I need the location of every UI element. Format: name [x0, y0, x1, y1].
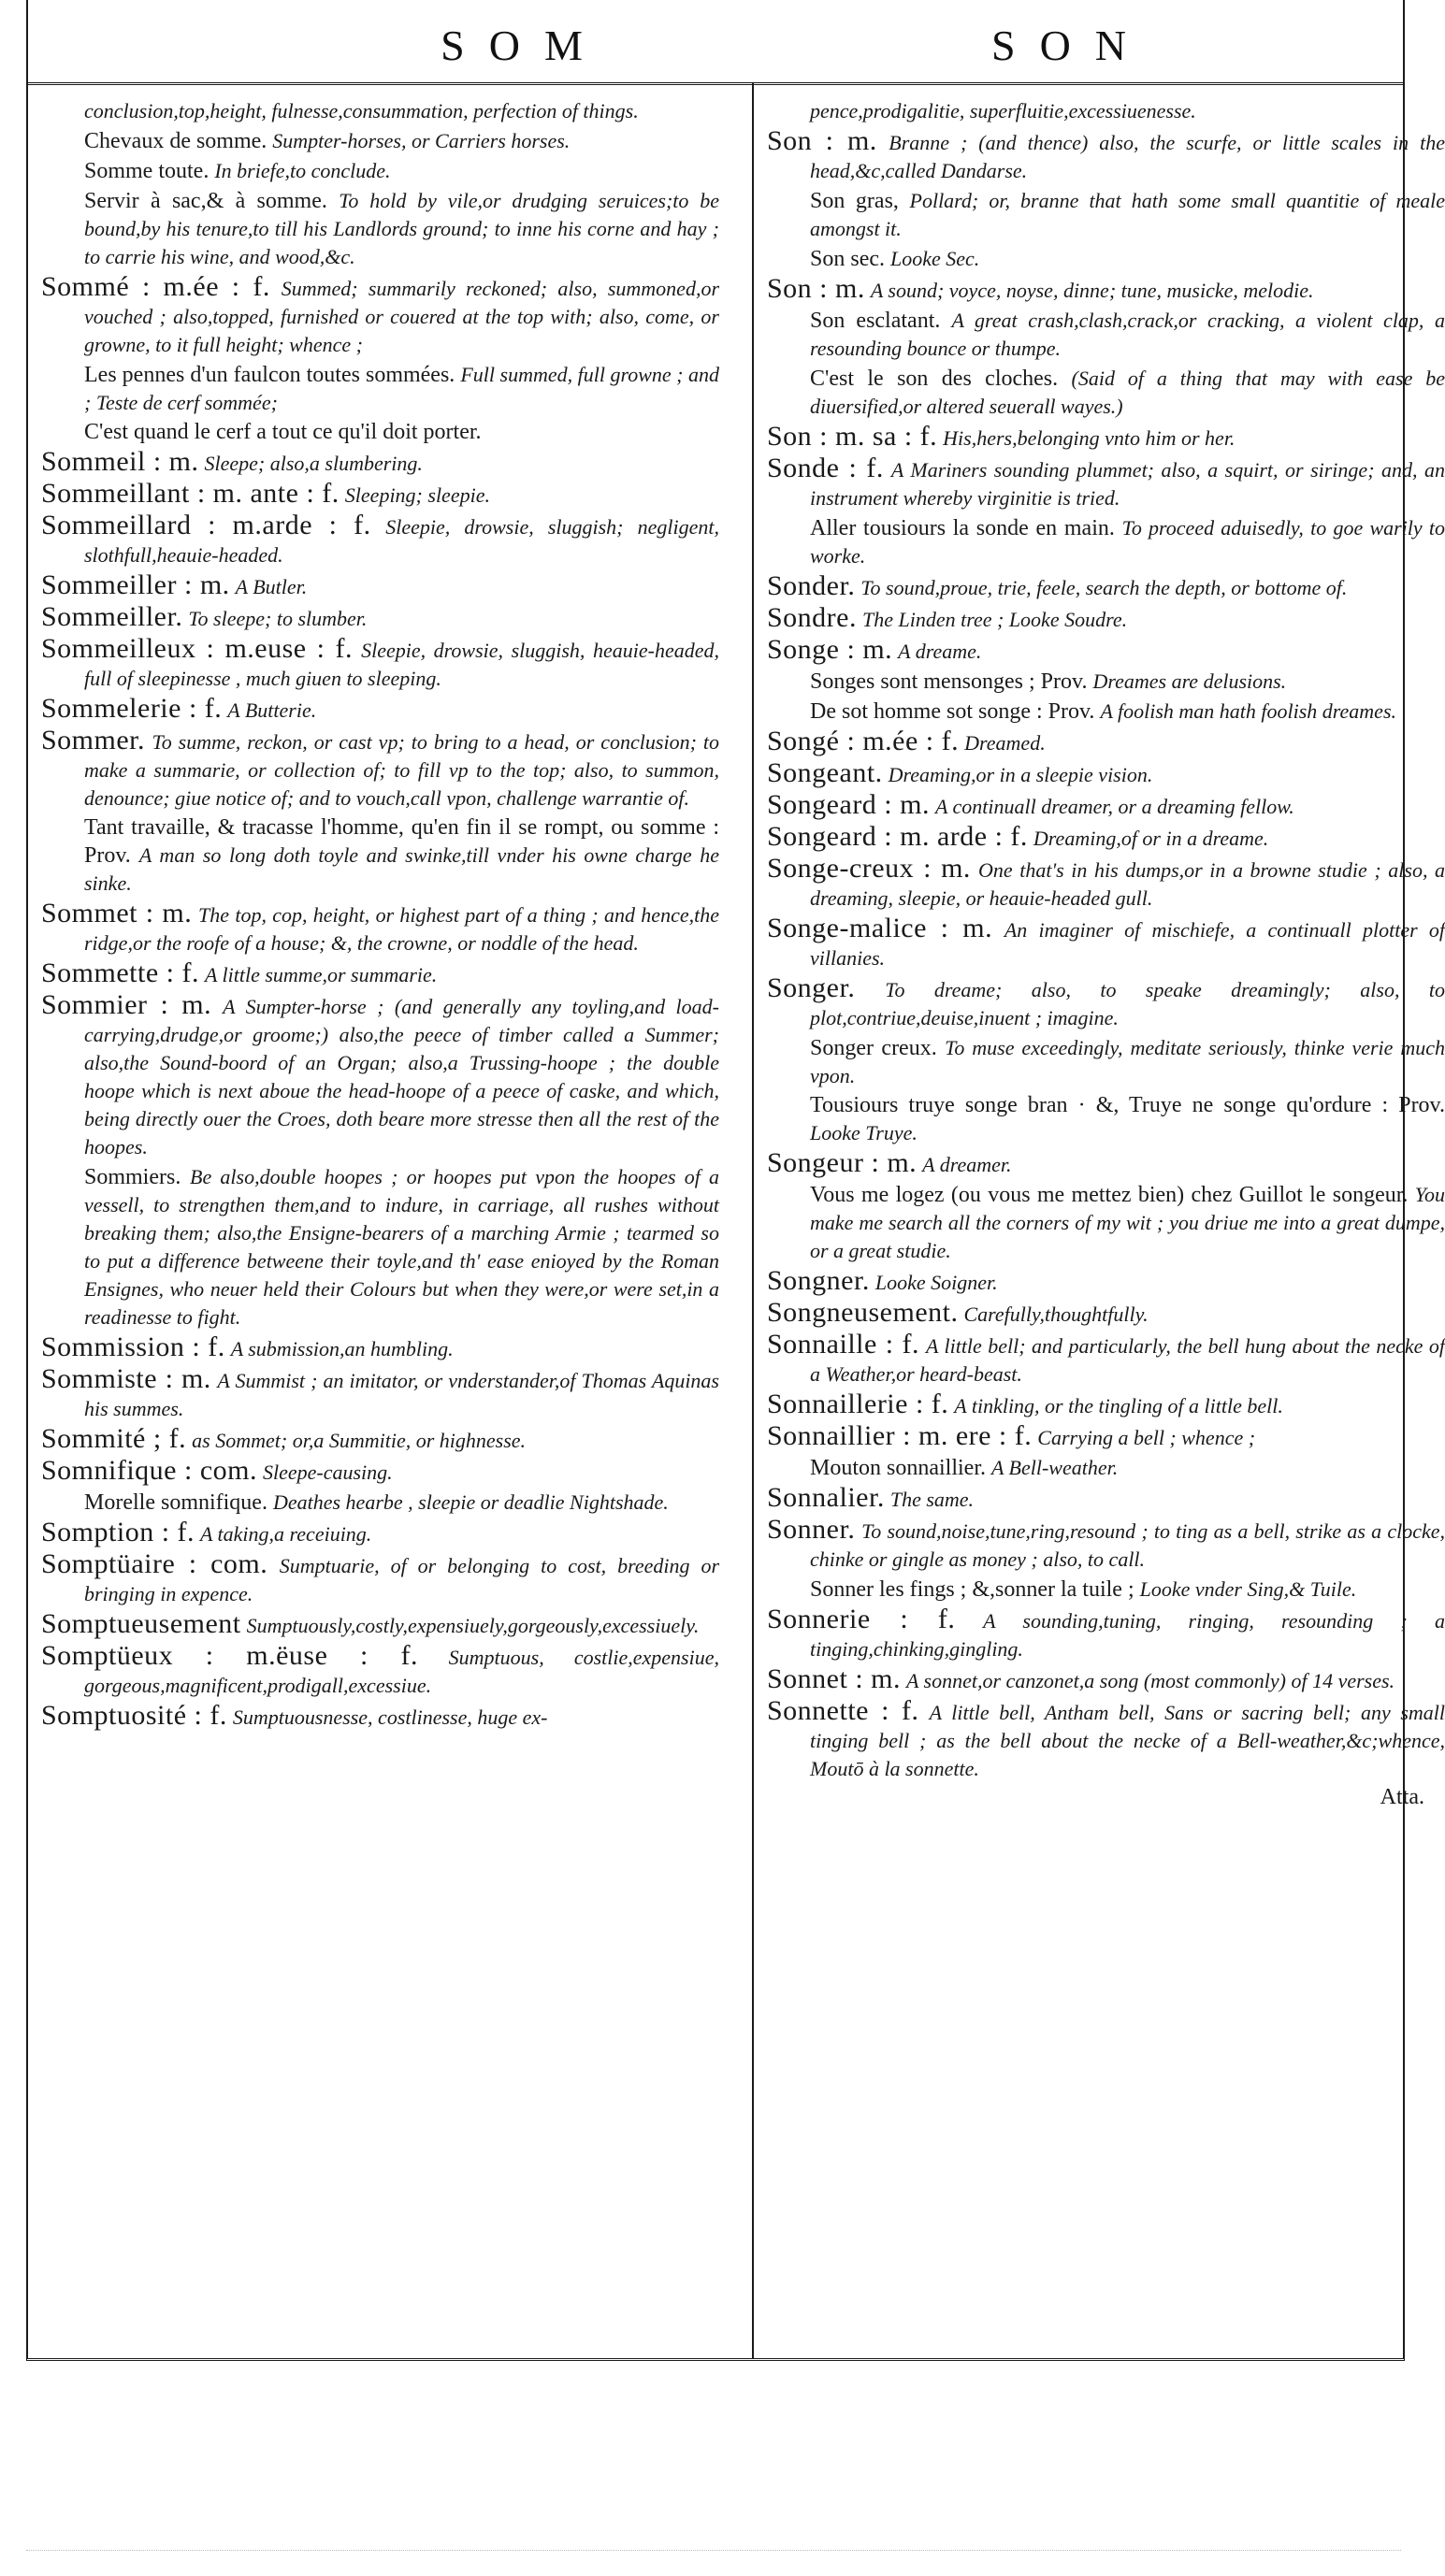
- dictionary-entry: [767, 514, 1445, 570]
- headword: Sonder.: [767, 570, 856, 601]
- gloss: Looke Truye.: [810, 1121, 918, 1144]
- headword: Sommé : m.ée : f.: [41, 271, 270, 302]
- running-header: [28, 17, 1403, 85]
- gloss: Sleepie, drowsie, sluggish; negligent, slothfull,heauie-headed.: [84, 515, 719, 567]
- dictionary-entry: [41, 1163, 719, 1331]
- headword: Sonner les fings ; &,sonner la tuile ;: [810, 1577, 1134, 1602]
- gloss: One that's in his dumps,or in a browne studie ; also, a dreaming, sleepie, or heauie-headed gull.: [810, 858, 1445, 910]
- dictionary-entry: [767, 1484, 1445, 1514]
- gloss: A little summe,or summarie.: [204, 963, 438, 986]
- dictionary-entry: [767, 1299, 1445, 1329]
- headword: Son sec.: [810, 247, 885, 271]
- headword: Chevaux de somme.: [84, 129, 267, 153]
- dictionary-entry: [41, 1610, 719, 1640]
- dictionary-entry: [767, 127, 1445, 185]
- gloss: conclusion,top,height, fulnesse,consummation, perfection of things.: [84, 99, 639, 122]
- headword: Sommission : f.: [41, 1331, 225, 1362]
- headword: Servir à sac,& à somme.: [84, 189, 327, 213]
- dictionary-entry: [767, 572, 1445, 602]
- dictionary-entry: [41, 1489, 719, 1517]
- headword: Sommeillard : m.arde : f.: [41, 510, 371, 540]
- headword: Son : m. sa : f.: [767, 421, 938, 452]
- dictionary-entry: [767, 307, 1445, 363]
- gloss: Be also,double hoopes ; or hoopes put vpon the hoopes of a vessell, to strengthen them,and to indure, in carriage, all rushes without breaking them; also,the Ensigne-bearers of a marching Armie ; tearmed so to put a difference betweene their toyle,and th' ease enioyed by the Roman Ensignes, who neuer held their Colours but when they were,or were set,in a readinesse to fight.: [84, 1165, 719, 1329]
- gloss: A foolish man hath foolish dreames.: [1100, 699, 1396, 723]
- headword: Sommiste : m.: [41, 1363, 211, 1394]
- headword: Songe-creux : m.: [767, 853, 971, 884]
- gloss: Carefully,thoughtfully.: [963, 1302, 1149, 1326]
- bottom-rule: [26, 2550, 1401, 2560]
- dictionary-entry: [41, 959, 719, 989]
- dictionary-entry: [41, 361, 719, 417]
- headword: Sommier : m.: [41, 989, 212, 1020]
- dictionary-entry: [41, 727, 719, 813]
- gloss: Looke Soigner.: [874, 1271, 998, 1294]
- headword: Somptuosité : f.: [41, 1700, 227, 1731]
- headword: Songneusement.: [767, 1297, 959, 1328]
- dictionary-entry: [41, 419, 719, 446]
- dictionary-entry: [41, 1425, 719, 1455]
- gloss: To muse exceedingly, meditate seriously, thinke verie much vpon.: [810, 1036, 1445, 1087]
- gloss: A Butler.: [235, 575, 308, 598]
- gloss: Sleeping; sleepie.: [344, 483, 490, 507]
- headword: Sommet : m.: [41, 898, 193, 928]
- dictionary-entry: [767, 668, 1445, 696]
- headword: Sonnaille : f.: [767, 1329, 920, 1360]
- dictionary-entry: [767, 1516, 1445, 1574]
- headword: Sommité ; f.: [41, 1423, 187, 1454]
- gloss: To sound,noise,tune,ring,resound ; to ting as a bell, strike as a clocke, chinke or gingle as money ; also, to call.: [810, 1519, 1445, 1571]
- dictionary-page: [26, 0, 1445, 2361]
- gloss: A little bell; and particularly, the bell hung about the necke of a Weather,or heard-beast.: [810, 1334, 1445, 1386]
- headword: Morelle somnifique.: [84, 1490, 267, 1515]
- gloss: A Summist ; an imitator, or vnderstander,of Thomas Aquinas his summes.: [84, 1369, 719, 1420]
- gloss: A Sumpter-horse ; (and generally any toyling,and load-carrying,drudge,or groome;) also,the peece of timber called a Summer; also,the Sound-boord of an Organ; also,a Trussing-hoope ; the double hoope which is next aboue the head-hoope of a peece of caske, and which, being directly ouer the Croes, doth beare more stresse then all the rest of the hoopes.: [84, 995, 719, 1158]
- dictionary-entry: [41, 991, 719, 1161]
- gloss: pence,prodigalitie, superfluitie,excessiuenesse.: [810, 99, 1196, 122]
- headword: Tant travaille, & tracasse l'homme, qu'en fin il se rompt, ou somme : Prov.: [84, 815, 719, 868]
- dictionary-entry: [767, 187, 1445, 243]
- gloss: Dreamed.: [964, 731, 1046, 755]
- dictionary-entry: [41, 1550, 719, 1608]
- gloss: To sound,proue, trie, feele, search the depth, or bottome of.: [860, 576, 1348, 599]
- headword: Somptüeux : m.ëuse : f.: [41, 1640, 418, 1671]
- gloss: A Bell-weather.: [991, 1456, 1119, 1479]
- dictionary-entry: [41, 1333, 719, 1363]
- gloss: Sumptuous, costlie,expensiue, gorgeous,magnificent,prodigall,excessiue.: [84, 1646, 719, 1697]
- gloss: (Said of a thing that may with ease be diuersified,or altered seuerall wayes.): [810, 367, 1445, 418]
- headword: Songe-malice : m.: [767, 913, 993, 943]
- dictionary-entry: [767, 1267, 1445, 1297]
- headword: Songner.: [767, 1265, 870, 1296]
- dictionary-entry: [41, 127, 719, 155]
- gloss: Pollard; or, branne that hath some small quantitie of meale amongst it.: [810, 189, 1445, 240]
- dictionary-entry: [41, 814, 719, 898]
- gloss: In briefe,to conclude.: [214, 159, 391, 182]
- gloss: A dreamer.: [922, 1153, 1012, 1176]
- dictionary-entry: [767, 1331, 1445, 1389]
- dictionary-entry: [41, 1702, 719, 1732]
- gloss: A great crash,clash,crack,or cracking, a violent clap, a resounding bounce or thumpe.: [810, 309, 1445, 360]
- gloss: His,hers,belonging vnto him or her.: [943, 426, 1235, 450]
- gloss: A Mariners sounding plummet; also, a squirt, or siringe; and, an instrument whereby virginitie is tried.: [810, 458, 1445, 510]
- gloss: Carrying a bell ; whence ;: [1037, 1426, 1256, 1449]
- gloss: Sumptuarie, of or belonging to cost, breeding or bringing in expence.: [84, 1554, 720, 1605]
- dictionary-entry: [767, 636, 1445, 666]
- gloss: as Sommet; or,a Summitie, or highnesse.: [192, 1429, 527, 1452]
- gloss: A taking,a receiuing.: [200, 1522, 372, 1546]
- headword: Songer creux.: [810, 1036, 937, 1060]
- gloss: Sleepe-causing.: [262, 1461, 393, 1484]
- headword: Sonnaillier : m. ere : f.: [767, 1420, 1033, 1451]
- headword: Sommeil : m.: [41, 446, 199, 477]
- dictionary-entry: [767, 1665, 1445, 1695]
- headword: Aller tousiours la sonde en main.: [810, 516, 1115, 540]
- dictionary-entry: [767, 365, 1445, 421]
- headword: Somption : f.: [41, 1517, 195, 1547]
- gloss: Dreaming,of or in a dreame.: [1033, 827, 1269, 850]
- headword: Songeur : m.: [767, 1147, 918, 1178]
- headword: Son esclatant.: [810, 309, 941, 333]
- dictionary-entry: [767, 1605, 1445, 1663]
- dictionary-entry: [41, 511, 719, 569]
- headword: Sonde : f.: [767, 453, 884, 483]
- gloss: The top, cop, height, or highest part of a thing ; and hence,the ridge,or the roofe of a house; &, the crowne, or noddle of the head.: [84, 903, 719, 955]
- headword: Sonnerie : f.: [767, 1604, 956, 1634]
- gloss: Sumptuousnesse, costlinesse, huge ex-: [232, 1705, 548, 1729]
- headword: C'est le son des cloches.: [810, 367, 1059, 391]
- gloss: Sleepie, drowsie, sluggish, heauie-headed, full of sleepinesse , much giuen to sleeping.: [84, 639, 719, 690]
- headword: Sommelerie : f.: [41, 693, 223, 724]
- gloss: The Linden tree ; Looke Soudre.: [862, 608, 1128, 631]
- headword: Songe : m.: [767, 634, 893, 665]
- dictionary-entry: [41, 1457, 719, 1487]
- headword: Son gras,: [810, 189, 899, 213]
- gloss: To summe, reckon, or cast vp; to bring to a head, or conclusion; to make a summarie, or collection of; to fill vp to the top; also, to summon, denounce; giue notice of; and to vouch,call vpon, challenge warrantie of.: [84, 730, 719, 810]
- gloss: A little bell, Antham bell, Sans or sacring bell; any small tinging bell ; as the bell about the necke of a Bell-weather,&c;whence, Moutō à la sonnette.: [810, 1701, 1445, 1780]
- dictionary-entry: [767, 97, 1445, 125]
- gloss: Full summed, full growne ; and ; Teste de cerf sommée;: [84, 363, 720, 414]
- headword: C'est quand le cerf a tout ce qu'il doit porter.: [84, 420, 482, 444]
- left-column: [41, 97, 719, 1734]
- headword: Tousiours truye songe bran · &, Truye ne songe qu'ordure : Prov.: [810, 1093, 1445, 1117]
- dictionary-entry: [41, 603, 719, 633]
- headword: Sommeiller : m.: [41, 569, 230, 600]
- headword: Sommiers.: [84, 1165, 181, 1189]
- dictionary-entry: [767, 1181, 1445, 1265]
- headword: Sommeiller.: [41, 601, 183, 632]
- right-column-entries: [767, 97, 1445, 1783]
- gloss: To sleepe; to slumber.: [188, 607, 368, 630]
- headword: Mouton sonnaillier.: [810, 1456, 986, 1480]
- gloss: Branne ; (and thence) also, the scurfe, or little scales in the head,&c,called Dandarse.: [810, 131, 1445, 182]
- headword: Sondre.: [767, 602, 857, 633]
- gloss: Looke Sec.: [890, 247, 980, 270]
- headword: Sommeillant : m. ante : f.: [41, 478, 340, 509]
- gloss: Summed; summarily reckoned; also, summoned,or vouched ; also,topped, furnished or couered at the top with; also, come, or growne, to it full height; whence ;: [84, 277, 720, 356]
- headword: Sonnaillerie : f.: [767, 1389, 949, 1419]
- gloss: A sonnet,or canzonet,a song (most commonly) of 14 verses.: [906, 1669, 1395, 1692]
- dictionary-entry: [41, 97, 719, 125]
- headword: Sommer.: [41, 725, 146, 756]
- gloss: A sounding,tuning, ringing, resounding ; a tinging,chinking,gingling.: [810, 1609, 1445, 1661]
- gloss: Sumpter-horses, or Carriers horses.: [272, 129, 571, 152]
- headword: Somme toute.: [84, 159, 210, 183]
- headword: Somptüaire : com.: [41, 1548, 268, 1579]
- gloss: Dreaming,or in a sleepie vision.: [888, 763, 1153, 786]
- catchword: Atta.: [1380, 1785, 1424, 1809]
- gloss: A continuall dreamer, or a dreaming fellow.: [934, 795, 1294, 818]
- dictionary-entry: [767, 1697, 1445, 1783]
- dictionary-entry: [41, 635, 719, 693]
- gloss: A tinkling, or the tingling of a little bell.: [954, 1394, 1283, 1418]
- headword: Sommette : f.: [41, 957, 199, 988]
- dictionary-entry: [767, 727, 1445, 757]
- headword: Songeard : m. arde : f.: [767, 821, 1028, 852]
- dictionary-entry: [767, 1576, 1445, 1604]
- dictionary-entry: [41, 1518, 719, 1548]
- dictionary-entry: [41, 571, 719, 601]
- dictionary-entry: [767, 914, 1445, 972]
- gloss: Sleepe; also,a slumbering.: [204, 452, 423, 475]
- headword: De sot homme sot songe : Prov.: [810, 699, 1095, 724]
- headword: Sonnette : f.: [767, 1695, 919, 1726]
- gloss: Looke vnder Sing,& Tuile.: [1139, 1577, 1357, 1601]
- dictionary-entry: [767, 245, 1445, 273]
- gloss: A man so long doth toyle and swinke,till vnder his owne charge he sinke.: [84, 843, 720, 895]
- dictionary-entry: [767, 1034, 1445, 1090]
- header-right: SON: [990, 22, 1151, 69]
- headword: Sommeilleux : m.euse : f.: [41, 633, 354, 664]
- headword: Sonner.: [767, 1514, 856, 1545]
- dictionary-entry: [41, 448, 719, 478]
- gloss: Deathes hearbe , sleepie or deadlie Nightshade.: [272, 1490, 669, 1514]
- dictionary-entry: [767, 604, 1445, 634]
- headword: Sonnet : m.: [767, 1663, 902, 1694]
- column-divider: [752, 82, 754, 2358]
- dictionary-entry: [41, 273, 719, 359]
- dictionary-entry: [767, 855, 1445, 913]
- dictionary-entry: [767, 454, 1445, 512]
- headword: Songeard : m.: [767, 789, 930, 820]
- dictionary-entry: [767, 791, 1445, 821]
- gloss: A sound; voyce, noyse, dinne; tune, musicke, melodie.: [870, 279, 1314, 302]
- gloss: A dreame.: [898, 640, 982, 663]
- gloss: Dreames are delusions.: [1092, 669, 1287, 693]
- gloss: The same.: [889, 1488, 975, 1511]
- dictionary-entry: [41, 480, 719, 510]
- headword: Songes sont mensonges ; Prov.: [810, 669, 1088, 694]
- headword: Songeant.: [767, 757, 883, 788]
- headword: Sonnalier.: [767, 1482, 885, 1513]
- dictionary-entry: [767, 698, 1445, 726]
- dictionary-entry: [41, 187, 719, 271]
- headword: Songé : m.ée : f.: [767, 726, 960, 756]
- dictionary-entry: [767, 823, 1445, 853]
- headword: Vous me logez (ou vous me mettez bien) chez Guillot le songeur.: [810, 1183, 1409, 1207]
- dictionary-entry: [767, 1092, 1445, 1147]
- headword: Somptueusement: [41, 1608, 241, 1639]
- dictionary-entry: [767, 423, 1445, 453]
- dictionary-entry: [767, 759, 1445, 789]
- dictionary-entry: [41, 695, 719, 725]
- gloss: To hold by vile,or drudging seruices;to be bound,by his tenure,to till his Landlords ground; to inne his corne and hay ; to carrie his wine, and wood,&c.: [84, 189, 719, 268]
- headword: Son : m.: [767, 273, 865, 304]
- dictionary-entry: [767, 974, 1445, 1032]
- gloss: A Butterie.: [227, 698, 317, 722]
- dictionary-entry: [41, 1642, 719, 1700]
- dictionary-entry: [767, 1454, 1445, 1482]
- gloss: An imaginer of mischiefe, a continuall plotter of villanies.: [810, 918, 1445, 970]
- dictionary-entry: [767, 275, 1445, 305]
- gloss: Sumptuously,costly,expensiuely,gorgeously,excessiuely.: [246, 1614, 700, 1637]
- headword: Son : m.: [767, 125, 877, 156]
- gloss: A submission,an humbling.: [230, 1337, 454, 1360]
- dictionary-entry: [767, 1149, 1445, 1179]
- headword: Somnifique : com.: [41, 1455, 257, 1486]
- gloss: To dreame; also, to speake dreamingly; also, to plot,contriue,deuise,inuent ; imagine.: [810, 978, 1445, 1029]
- headword: Songer.: [767, 972, 856, 1003]
- dictionary-entry: [41, 157, 719, 185]
- headword: Les pennes d'un faulcon toutes sommées.: [84, 363, 455, 387]
- header-left: SOM: [441, 22, 607, 69]
- dictionary-entry: [767, 1422, 1445, 1452]
- dictionary-entry: [767, 1390, 1445, 1420]
- gloss: You make me search all the corners of my wit ; you driue me into a great dumpe, or a great studie.: [810, 1183, 1445, 1262]
- dictionary-entry: [41, 899, 719, 957]
- dictionary-entry: [41, 1365, 719, 1423]
- right-column: [767, 97, 1445, 1810]
- gloss: To proceed aduisedly, to goe warily to worke.: [810, 516, 1445, 568]
